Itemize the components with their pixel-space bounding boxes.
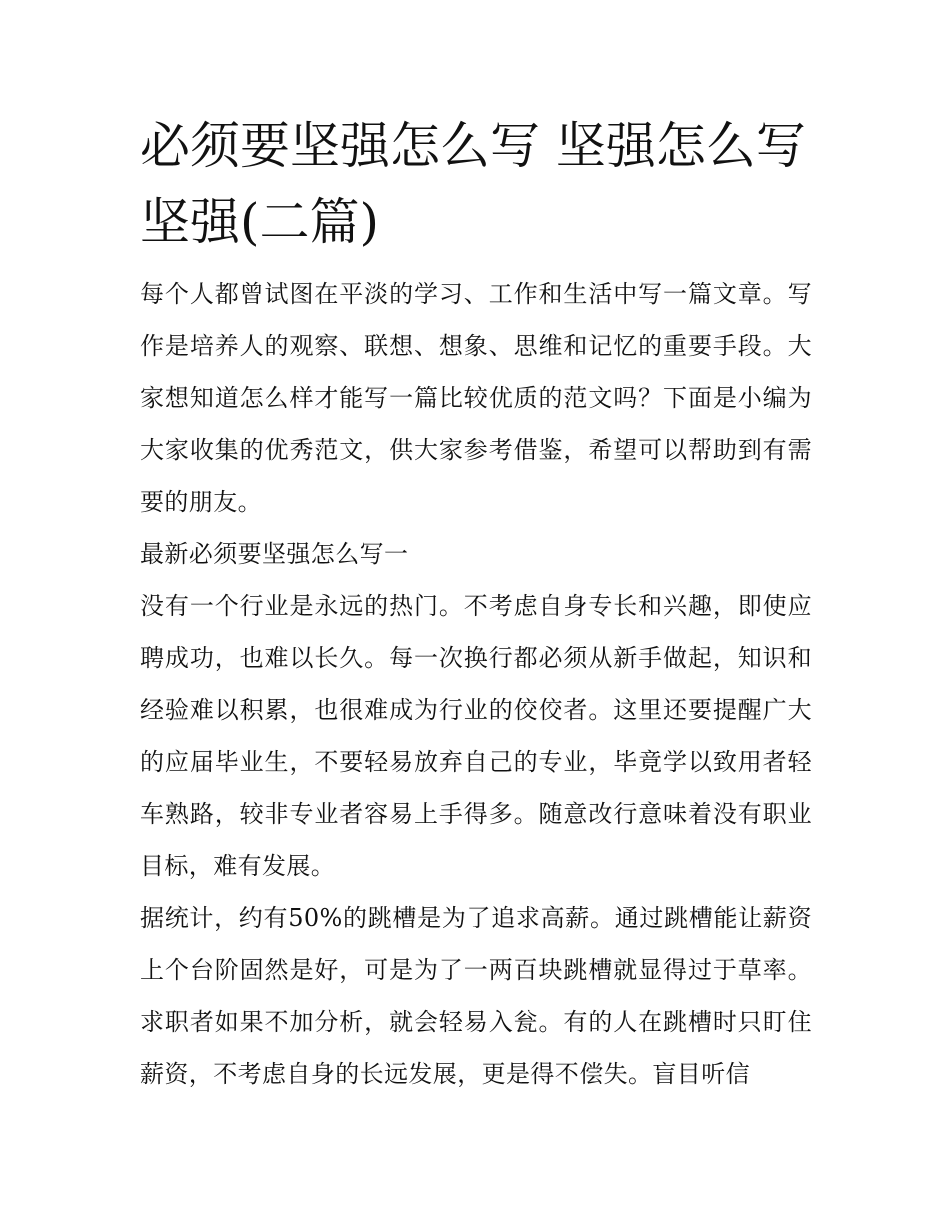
document-page xyxy=(140,108,812,1100)
document-title: 必须要坚强怎么写 坚强怎么写坚强(二篇) xyxy=(140,117,806,251)
section-heading: 最新必须要坚强怎么写一 xyxy=(140,540,409,568)
body-paragraph-1: 没有一个行业是永远的热门。不考虑自身专长和兴趣，即使应聘成功，也难以长久。每一次换行都必须从新手做起，知识和经验难以积累，也很难成为行业的佼佼者。这里还要提醒广大的应届毕业生，不要轻易放弃自己的专业，毕竟学以致用者轻车熟路，较非专业者容易上手得多。随意改行意味着没有职业目标，难有发展。 xyxy=(140,592,812,880)
body-paragraph-2: 据统计，约有50%的跳槽是为了追求高薪。通过跳槽能让薪资上个台阶固然是好，可是为了一两百块跳槽就显得过于草率。求职者如果不加分析，就会轻易入瓮。有的人在跳槽时只盯住薪资，不考虑自身的长远发展，更是得不偿失。盲目听信 xyxy=(140,904,812,1088)
intro-paragraph: 每个人都曾试图在平淡的学习、工作和生活中写一篇文章。写作是培养人的观察、联想、想象、思维和记忆的重要手段。大家想知道怎么样才能写一篇比较优质的范文吗？下面是小编为大家收集的优秀范文，供大家参考借鉴，希望可以帮助到有需要的朋友。 xyxy=(140,280,812,516)
